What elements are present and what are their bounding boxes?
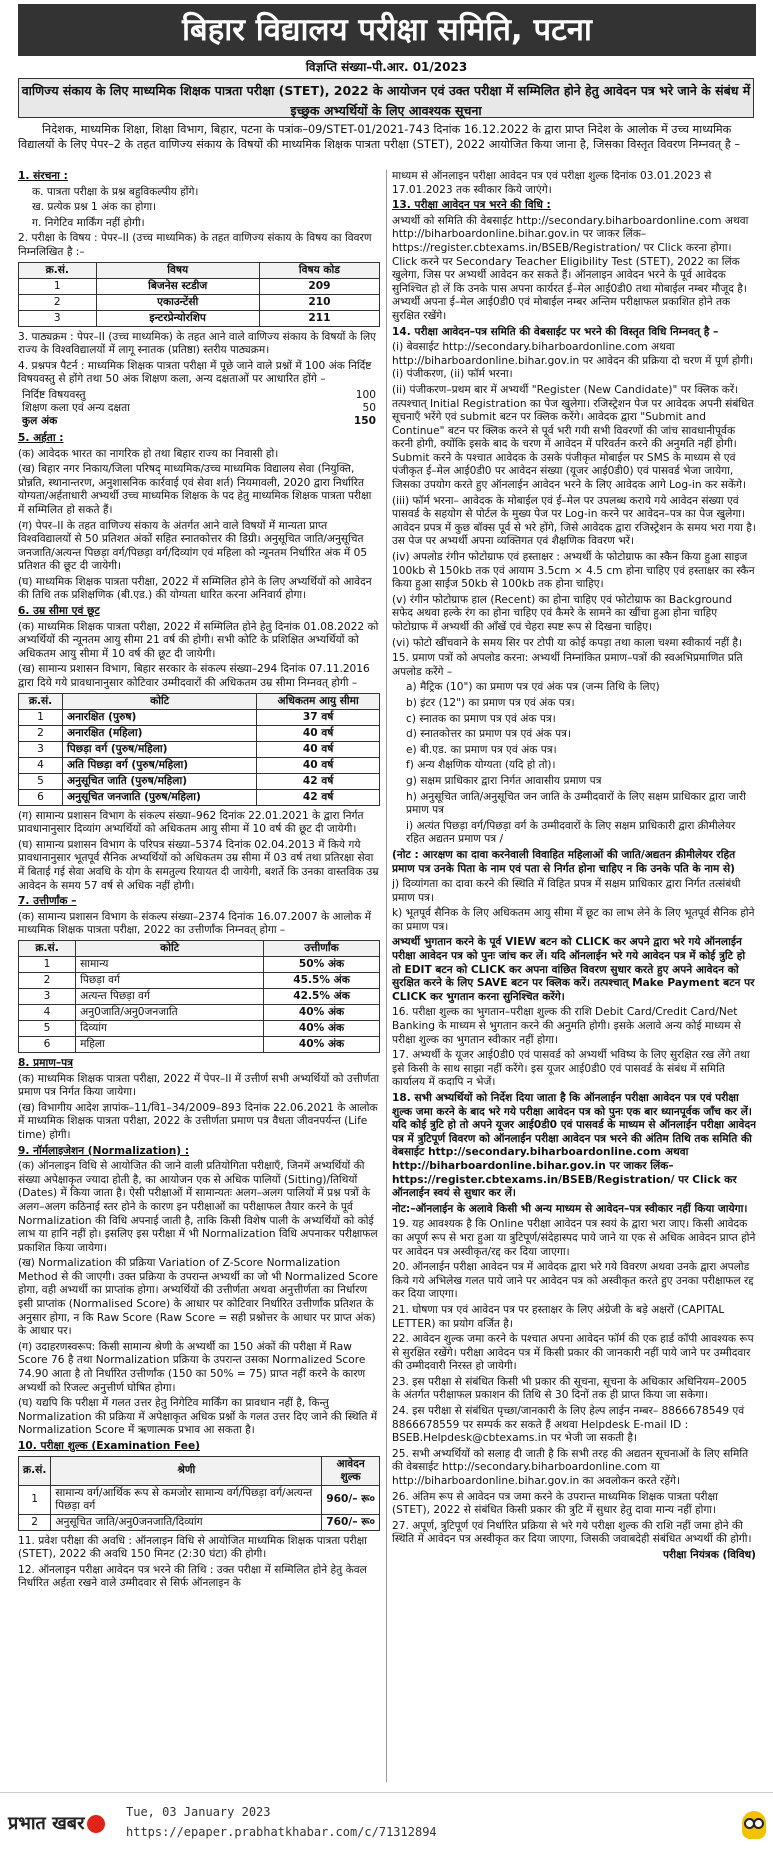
logo-mark-icon bbox=[87, 1815, 105, 1833]
signatory: परीक्षा नियंत्रक (विविध) bbox=[662, 1549, 756, 1561]
table-header-cell: कोटि bbox=[63, 693, 257, 709]
section-4: 4. प्रश्नपत्र पैटर्न : माध्यमिक शिक्षक पात्रता परीक्षा में पूछे जाने वाले प्रश्नों में 100 अंक निर्दिष्ट विषयवस्तु से होंगे तथा 50 अंक शिक्षण कला, अन्य दक्षताओं पर आधारित होंगे – bbox=[18, 359, 372, 386]
pass-row bbox=[19, 972, 380, 988]
section-14-title: 14. परीक्षा आवेदन–पत्र समिति की वेबसाईट पर भरने की विस्तृत विधि निम्नवत् है – bbox=[392, 325, 719, 338]
table-cell: 4 bbox=[19, 1004, 76, 1020]
table-cell: 42.5% अंक bbox=[264, 988, 380, 1004]
section-8-title: 8. प्रमाण–पत्र bbox=[18, 1056, 74, 1069]
section-1-item: क. पात्रता परीक्षा के प्रश्न बहुविकल्पीय होंगे। bbox=[32, 185, 199, 198]
section-6-item: (ख) सामान्य प्रशासन विभाग, बिहार सरकार के संकल्प संख्या–294 दिनांक 07.11.2016 द्वारा दिये गये प्रावधानानुसार कोटिवार उम्मीदवारों की अधिकतम उम्र सीमा निम्नवत् होगी – bbox=[18, 663, 370, 690]
pass-row bbox=[19, 1004, 380, 1020]
section-8-item: (ख) विभागीय आदेश ज्ञापांक–11/वि1–34/2009–893 दिनांक 22.06.2021 के आलोक में माध्यमिक शिक्षक पात्रता परीक्षा, 2022 के उत्तीर्णता प्रमाण पत्र वैधता जीवनपर्यन्त (Life time) होगी। bbox=[18, 1101, 378, 1141]
section-5-item: (घ) माध्यमिक शिक्षक पात्रता परीक्षा, 2022 में सम्मिलित होने के लिए अभ्यर्थियों को आवेदन की तिथि तक प्रशिक्षणिक (बी.एड.) की योग्यता धारित करना अनिवार्य होगा। bbox=[18, 575, 372, 602]
marks-value: 100 bbox=[355, 388, 376, 401]
table-cell: 6 bbox=[19, 1036, 76, 1052]
certificate-item: a) मैट्रिक (10") का प्रमाण पत्र एवं अंक पत्र (जन्म तिथि के लिए) bbox=[406, 681, 660, 694]
section-15-item: j) दिव्यांगता का दावा करने की स्थिति में विहित प्रपत्र में सक्षम प्राधिकार द्वारा निर्गत तत्संबंधी प्रमाण पत्र। bbox=[392, 878, 741, 904]
table-cell: सामान्य bbox=[76, 956, 264, 972]
prabhat-khabar-logo[interactable] bbox=[8, 1811, 120, 1837]
age-row bbox=[19, 757, 380, 773]
section-18: 18. सभी अभ्यर्थियों को निर्देश दिया जाता है कि ऑनलाईन परीक्षा आवेदन पत्र एवं परीक्षा शुल्क जमा करने के बाद भरे गये परीक्षा आवेदन पत्र को पुनः एक बार ध्यानपूर्वक जाँच कर लें। यदि कोई त्रुटि हो तो अपने यूजर आई0डी0 एवं पासवर्ड के माध्यम से ऑनलाईन परीक्षा आवेदन पत्र में त्रुटिपूर्ण विवरण को ऑनलाईन परीक्षा आवेदन पत्र भरने की अंतिम तिथि तक समिति की वेबसाईट http://secondary.biharboardonline.com अथवा http://biharboardonline.bihar.gov.in पर जाकर लिंक– https://register.cbtexams.in/BSEB/Registration/ पर Click कर ऑनलाईन स्वयं से सुधार कर लें। bbox=[392, 1092, 756, 1200]
table-cell: बिजनेस स्टडीज bbox=[96, 278, 259, 294]
section-3: 3. पाठ्यक्रम : पेपर–II (उच्च माध्यमिक) के तहत आने वाले वाणिज्य संकाय के विषयों के लिए राज्य के विश्वविद्यालयों में लागू स्नातक (प्रतिष्ठा) स्तरीय पाठ्यक्रम। bbox=[18, 330, 376, 357]
table-cell: 42 वर्ष bbox=[257, 789, 380, 805]
pass-row bbox=[19, 988, 380, 1004]
section-17: 17. अभ्यर्थी के यूजर आई0डी0 एवं पासवर्ड को अभ्यर्थी भविष्य के लिए सुरक्षित रख लेंगे तथा इसे किसी के साथ साझा नहीं करेंगे। इस यूजर आई0डी0 एवं पासवर्ड के संबंध में समिति कार्यालय में कदापि न भेजें। bbox=[392, 1049, 750, 1089]
certificate-item: g) सक्षम प्राधिकार द्वारा निर्गत आवासीय प्रमाण पत्र bbox=[406, 774, 602, 787]
section-14-item: (v) रंगीन फोटोग्राफ हाल (Recent) का होना चाहिए एवं फोटोग्राफ का Background सफेद अथवा हल्के रंग का होना चाहिए एवं कैमरे के सामने का खींचा हुआ होना चाहिए फोटोग्राफ में अभ्यर्थी की आँखें एवं चेहरा स्पष्ट रूप से दिखना चाहिए। bbox=[392, 593, 733, 633]
table-cell: 40 वर्ष bbox=[257, 757, 380, 773]
subject-row bbox=[19, 278, 380, 294]
certificate-item: i) अत्यंत पिछड़ा वर्ग/पिछड़ा वर्ग के उम्मीदवारों के लिए सक्षम प्राधिकारी द्वारा क्रीमीलेयर रहित अद्यतन प्रमाण पत्र / bbox=[406, 819, 736, 846]
table-cell: 40 वर्ष bbox=[257, 741, 380, 757]
table-cell: 1 bbox=[19, 709, 63, 725]
marks-value: 50 bbox=[362, 401, 376, 414]
epaper-url[interactable]: https://epaper.prabhatkhabar.com/c/71312894 bbox=[126, 1825, 437, 1839]
epaper-footer bbox=[0, 1792, 773, 1853]
table-cell: 209 bbox=[259, 278, 379, 294]
fee-row bbox=[19, 1485, 380, 1514]
section-15-note: (नोट : आरक्षण का दावा करनेवाली विवाहित महिलाओं की जाति/अद्यतन क्रीमीलेयर रहित प्रमाण पत्र उनके पिता के नाम एवं पता से निर्गत होना चाहिए न कि उनके पति के नाम से) bbox=[392, 848, 736, 875]
subject-row bbox=[19, 294, 380, 310]
section-12: 12. ऑनलाइन परीक्षा आवेदन पत्र भरने की तिथि : उक्त परीक्षा में सम्मिलित होने हेतु केवल निर्धारित अर्हता रखने वाले उम्मीदवार से सिर्फ ऑनलाइन के bbox=[18, 1563, 367, 1590]
section-13-title: 13. परीक्षा आवेदन पत्र भरने की विधि : bbox=[392, 199, 551, 212]
section-5-item: (ख) बिहार नगर निकाय/जिला परिषद् माध्यमिक/उच्च माध्यमिक विद्यालय सेवा (नियुक्ति, प्रोन्नति, स्थानान्तरण, अनुशासनिक कार्रवाई एवं सेवा शर्त) नियमावली, 2020 द्वारा निर्धारित योग्यता/अर्हताधारी अभ्यर्थी उच्च माध्यमिक शिक्षक के पद हेतु माध्यमिक शिक्षक पात्रता परीक्षा में सम्मिलित हो सकते हैं। bbox=[18, 463, 372, 516]
notice-header-title: बिहार विद्यालय परीक्षा समिति, पटना bbox=[18, 4, 756, 56]
table-cell: 40 वर्ष bbox=[257, 725, 380, 741]
table-cell: सामान्य वर्ग/आर्थिक रूप से कमजोर सामान्य वर्ग/पिछड़ा वर्ग/अत्यन्त पिछड़ा वर्ग bbox=[51, 1485, 322, 1514]
section-7-item: (क) सामान्य प्रशासन विभाग के संकल्प संख्या–2374 दिनांक 16.07.2007 के आलोक में माध्यमिक शिक्षक पात्रता परीक्षा, 2022 का उत्तीर्णांक निम्नवत् होगा – bbox=[18, 910, 372, 937]
section-27: 27. अपूर्ण, त्रुटिपूर्ण एवं निर्धारित प्रक्रिया से भरे गये परीक्षा शुल्क की राशि नहीं जमा होने की स्थिति में आवेदन पत्र अस्वीकृत कर दिया जाएगा, जिसकी जवाबदेही संबंधित अभ्यर्थी की होगी। bbox=[392, 1519, 752, 1546]
table-cell: 40% अंक bbox=[264, 1020, 380, 1036]
table-cell: अनुसूचित जाति/अनु0जनजाति/दिव्यांग bbox=[51, 1514, 322, 1530]
table-cell: अनु0जाति/अनु0जनजाति bbox=[76, 1004, 264, 1020]
table-header-cell: आवेदन शुल्क bbox=[322, 1456, 380, 1485]
table-cell: 5 bbox=[19, 773, 63, 789]
pass-marks-table bbox=[18, 940, 380, 1053]
section-15-title: 15. प्रमाण पत्रों को अपलोड करना: अभ्यर्थी निम्नांकित प्रमाण–पत्रों की स्वअभिप्रमाणित प्रति अपलोड करेंगे – bbox=[392, 652, 743, 678]
table-cell: अनुसूचित जनजाति (पुरुष/महिला) bbox=[63, 789, 257, 805]
table-cell: 42 वर्ष bbox=[257, 773, 380, 789]
table-cell: 2 bbox=[19, 972, 76, 988]
age-row bbox=[19, 789, 380, 805]
pass-row bbox=[19, 1020, 380, 1036]
table-header-cell: श्रेणी bbox=[51, 1456, 322, 1485]
table-cell: अनारक्षित (महिला) bbox=[63, 725, 257, 741]
section-1-item: ख. प्रत्येक प्रश्न 1 अंक का होगा। bbox=[32, 201, 157, 214]
table-cell: 2 bbox=[19, 1514, 51, 1530]
section-26: 26. अंतिम रूप से आवेदन पत्र जमा करने के उपरान्त माध्यमिक शिक्षक पात्रता परीक्षा (STET), 2022 से संबंधित किसी प्रकार की त्रुटि में सुधार हेतु दावा मान्य नहीं होगा। bbox=[392, 1490, 718, 1517]
table-cell: 3 bbox=[19, 310, 97, 326]
age-row bbox=[19, 709, 380, 725]
table-cell: 45.5% अंक bbox=[264, 972, 380, 988]
section-1-item: ग. निगेटिव मार्किंग नहीं होगी। bbox=[32, 216, 145, 229]
table-cell: पिछड़ा वर्ग bbox=[76, 972, 264, 988]
owl-icon bbox=[742, 1811, 766, 1839]
section-12-continued: माध्यम से ऑनलाइन परीक्षा आवेदन पत्र एवं परीक्षा शुल्क दिनांक 03.01.2023 से 17.01.2023 तक स्वीकार किये जाएंगे। bbox=[392, 170, 712, 196]
fee-row bbox=[19, 1514, 380, 1530]
table-cell: अनुसूचित जाति (पुरुष/महिला) bbox=[63, 773, 257, 789]
table-cell: 1 bbox=[19, 956, 76, 972]
table-cell: 3 bbox=[19, 988, 76, 1004]
pass-row bbox=[19, 956, 380, 972]
table-cell: 760/– रू० bbox=[322, 1514, 380, 1530]
table-header-cell: क्र.सं. bbox=[19, 940, 76, 956]
edition-date: Tue, 03 January 2023 bbox=[126, 1805, 271, 1819]
age-limit-table bbox=[18, 693, 380, 806]
notice-subject: वाणिज्य संकाय के लिए माध्यमिक शिक्षक पात्रता परीक्षा (STET), 2022 के आयोजन एवं उक्त परीक्षा में सम्मिलित होने हेतु आवेदन पत्र भरे जाने के संबंध में इच्छुक अभ्यर्थियों के लिए आवश्यक सूचना bbox=[18, 78, 754, 118]
table-cell: इन्टरप्रेन्योरशिप bbox=[96, 310, 259, 326]
pass-row bbox=[19, 1036, 380, 1052]
section-9-item: (घ) यद्यपि कि परीक्षा में गलत उत्तर हेतु निगेटिव मार्किंग का प्रावधान नहीं है, किन्तु Normalization की प्रक्रिया में अपेक्षाकृत अधिक प्रश्नों के गलत उत्तर दिए जाने की स्थिति में Normalization Score में ऋणात्मक प्रभाव आ सकता है। bbox=[18, 1397, 378, 1437]
notice-number: विज्ञप्ति संख्या–पी.आर. 01/2023 bbox=[305, 60, 468, 74]
certificate-item: b) इंटर (12") का प्रमाण पत्र एवं अंक पत्र। bbox=[406, 696, 575, 709]
section-14-item: (vi) फोटो खींचवाने के समय सिर पर टोपी या कोई कपड़ा तथा काला चश्मा स्वीकार्य नहीं है। bbox=[392, 636, 743, 649]
table-cell: 210 bbox=[259, 294, 379, 310]
table-cell: एकाउन्टेंसी bbox=[96, 294, 259, 310]
table-cell: 960/– रू० bbox=[322, 1485, 380, 1514]
marks-breakup bbox=[18, 389, 380, 428]
table-cell: 50% अंक bbox=[264, 956, 380, 972]
right-column bbox=[392, 170, 756, 1782]
section-9-title: 9. नॉर्मलाइजेशन (Normalization) : bbox=[18, 1144, 190, 1157]
section-20: 20. ऑनलाईन परीक्षा आवेदन पत्र में आवेदक द्वारा भरे गये विवरण अथवा उनके द्वारा अपलोड किये गये अभिलेख गलत पाये जाने पर आवेदन पत्र को अस्वीकृत करते हुए उनका परीक्षाफल रद्द कर दिया जाएगा। bbox=[392, 1261, 754, 1301]
certificate-item: c) स्नातक का प्रमाण पत्र एवं अंक पत्र। bbox=[406, 712, 556, 725]
notice-intro: निदेशक, माध्यमिक शिक्षा, शिक्षा विभाग, बिहार, पटना के पत्रांक–09/STET-01/2021-743 दिनांक 16.12.2022 के द्वारा प्राप्त निदेश के आलोक में उच्च माध्यमिक विद्यालयों के लिए पेपर–2 के तहत वाणिज्य संकाय के विषयों की माध्यमिक शिक्षक पात्रता परीक्षा (STET), 2022 आयोजित किया जाना है, जिसका विस्तृत विवरण निम्नवत् है – bbox=[18, 123, 741, 151]
age-row bbox=[19, 725, 380, 741]
table-header-cell: क्र.सं. bbox=[19, 262, 97, 278]
table-header-cell: क्र.सं. bbox=[19, 1456, 51, 1485]
section-14-item: (i) बेवसाईट http://secondary.biharboardonline.com अथवा http://biharboardonline.bihar.gov.in पर आवेदन की प्रक्रिया दो चरण में पूर्ण होगी। (i) पंजीकरण, (ii) फॉर्म भरना। bbox=[392, 341, 754, 381]
section-14-item: (iv) अपलोड रंगीन फोटोग्राफ एवं हस्ताक्षर : अभ्यर्थी के फोटोग्राफ का स्कैन किया हुआ साइज 100kb से 150kb तक एवं आयाम 3.5cm × 4.5 cm होना चाहिए एवं हस्ताक्षर का स्कैन किया हुआ साईज 50kb से 100kb तक होना चाहिए। bbox=[392, 551, 755, 591]
section-6-item: (क) माध्यमिक शिक्षक पात्रता परीक्षा, 2022 में सम्मिलित होने हेतु दिनांक 01.08.2022 को अभ्यर्थियों की न्यूनतम आयु सीमा 21 वर्ष की होगी। सभी कोटि के प्रशिक्षित अभ्यर्थियों को अधिकतम आयु सीमा में 10 वर्ष की छूट दी जायेगी। bbox=[18, 620, 379, 660]
marks-total-label: कुल अंक bbox=[22, 414, 58, 427]
certificate-list bbox=[392, 681, 756, 847]
section-14-item: (iii) फॉर्म भरना– आवेदक के मोबाईल एवं ई–मेल पर उपलब्ध कराये गये आवेदन संख्या एवं पासवर्ड के सहयोग से पोर्टल के मुख्य पेज पर Log-in करने पर आवेदन–पत्र का पेज खुलेगा। आवेदन प्रपत्र में कुछ बॉक्स पूर्व से भरे होंगे, जिसे आवेदक द्वारा रजिस्ट्रेशन के समय भरा गया है। उस पेज पर अभ्यर्थी अपना व्यक्तिगत एवं शैक्षणिक विवरण भरें। bbox=[392, 494, 756, 548]
section-1-title: 1. संरचना : bbox=[18, 170, 68, 182]
left-column bbox=[18, 170, 380, 1782]
section-19: 19. यह आवश्यक है कि Online परीक्षा आवेदन पत्र स्वयं के द्वारा भरा जाए। किसी आवेदक का अपूर्ण रूप से भरा हुआ या त्रुटिपूर्ण/संदेहास्पद पाये जाने या एक से अधिक आवेदन प्राप्त होने पर आवेदन पत्र अस्वीकृत/रद्द कर दिया जाएगा। bbox=[392, 1218, 756, 1258]
table-cell: अनारक्षित (पुरुष) bbox=[63, 709, 257, 725]
section-8-item: (क) माध्यमिक शिक्षक पात्रता परीक्षा, 2022 में पेपर–II में उत्तीर्ण सभी अभ्यर्थियों को उत्तीर्णता प्रमाण पत्र निर्गत किया जायेगा। bbox=[18, 1072, 380, 1099]
table-cell: 40% अंक bbox=[264, 1004, 380, 1020]
certificate-item: e) बी.एड. का प्रमाण पत्र एवं अंक पत्र। bbox=[406, 743, 557, 756]
table-cell: 40% अंक bbox=[264, 1036, 380, 1052]
age-row bbox=[19, 741, 380, 757]
section-5-item: (क) आवेदक भारत का नागरिक हो तथा बिहार राज्य का निवासी हो। bbox=[18, 447, 279, 460]
section-6-title: 6. उम्र सीमा एवं छूट bbox=[18, 605, 100, 618]
section-9-item: (ख) Normalization की प्रक्रिया Variation of Z-Score Normalization Method से की जाएगी। उक्त प्रक्रिया के उपरान्त अभ्यर्थी का जो भी Normalized Score होगा, वही अभ्यर्थी का प्राप्तांक होगा। अभ्यर्थियों की उत्तीर्णता अथवा अनुत्तीर्णता का निर्धारण इसी प्राप्तांक (Normalised Score) के आधार पर कोटिवार निर्धारित उत्तीर्णांक प्रतिशत के अनुसार होगा, न कि Raw Score (Raw Score = सही प्रश्नोत्तर के आधार पर प्राप्त अंक) के आधार पर। bbox=[18, 1257, 378, 1338]
section-10-title: 10. परीक्षा शुल्क (Examination Fee) bbox=[18, 1440, 201, 1452]
subjects-table bbox=[18, 262, 380, 327]
section-25: 25. सभी अभ्यर्थियों को सलाह दी जाती है कि सभी तरह की अद्यतन सूचनाओं के लिए समिति की वेबसाईट http://secondary.biharboardonline.com या http://biharboardonline.bihar.gov.in का अवलोकन करते रहेंगे। bbox=[392, 1447, 749, 1488]
table-cell: 3 bbox=[19, 741, 63, 757]
table-header-cell: विषय कोड bbox=[259, 262, 379, 278]
table-cell: दिव्यांग bbox=[76, 1020, 264, 1036]
table-cell: 211 bbox=[259, 310, 379, 326]
table-header-cell: विषय bbox=[96, 262, 259, 278]
table-cell: पिछड़ा वर्ग (पुरुष/महिला) bbox=[63, 741, 257, 757]
marks-total-value: 150 bbox=[353, 414, 376, 427]
logo-text: प्रभात खबर bbox=[8, 1813, 85, 1834]
section-24: 24. इस परीक्षा से संबंधित पृच्छा/जानकारी के लिए हेल्प लाईन नम्बर– 8866678549 एवं 8866678559 पर सम्पर्क कर सकते हैं अथवा Helpdesk E-mail ID : BSEB.Helpdesk@cbtexams.in पर भेजी जा सकती है। bbox=[392, 1405, 745, 1445]
table-cell: 2 bbox=[19, 294, 97, 310]
section-22: 22. आवेदन शुल्क जमा करने के पश्चात अपना आवेदन फॉर्म की एक हार्ड कॉपी आवश्यक रूप से सुरक्षित रखेंगे। परीक्षा आवेदन पत्र में किसी प्रकार की जानकारी नहीं पाये जाने पर उम्मीदवार की उम्मीदवारी निरस्त हो जायेगी। bbox=[392, 1333, 754, 1373]
table-cell: अति पिछड़ा वर्ग (पुरुष/महिला) bbox=[63, 757, 257, 773]
table-cell: 2 bbox=[19, 725, 63, 741]
section-16: 16. परीक्षा शुल्क का भुगतान–परीक्षा शुल्क की राशि Debit Card/Credit Card/Net Banking के माध्यम से भुगतान करने की अनुमति होगी। इसके अलावे अन्य कोई माध्यम से परीक्षा शुल्क का भुगतान स्वीकार नहीं होगा। bbox=[392, 1006, 742, 1046]
payment-instruction: अभ्यर्थी भुगतान करने के पूर्व VIEW बटन को CLICK कर अपने द्वारा भरे गये ऑनलाईन परीक्षा आवेदन पत्र को पुनः जांच कर लें। यदि ऑनलाईन भरे गये आवेदन पत्र में कोई त्रुटि हो तो EDIT बटन को CLICK कर अपना वांछित विवरण सुधार करते हुए अपने आवेदन को सुरक्षित करने के लिए SAVE बटन पर क्लिक करें। तत्पश्चात् Make Payment बटन पर CLICK कर भुगतान करना सुनिश्चित करेंगे। bbox=[392, 936, 755, 1003]
section-5-item: (ग) पेपर–II के तहत वाणिज्य संकाय के अंतर्गत आने वाले विषयों में मान्यता प्राप्त विश्वविद्यालयों से 50 प्रतिशत अंकों सहित स्नातकोत्तर की डिग्री। अनुसूचित जाति/अनुसूचित जनजाति/अत्यन्त पिछड़ा वर्ग/पिछड़ा वर्ग/दिव्यांग एवं महिला को न्यूनतम निर्धारित अंक में 05 प्रतिशत की छूट दी जायेगी। bbox=[18, 519, 368, 573]
section-15-item: k) भूतपूर्व सैनिक के लिए अधिकतम आयु सीमा में छूट का लाभ लेने के लिए भूतपूर्व सैनिक होने का प्रमाण पत्र। bbox=[392, 907, 755, 933]
table-header-cell: उत्तीर्णांक bbox=[264, 940, 380, 956]
section-9-item: (क) ऑनलाइन विधि से आयोजित की जाने वाली प्रतियोगिता परीक्षाएँ, जिनमें अभ्यर्थियों की संख्या अपेक्षाकृत ज्यादा होती है, का आयोजन एक से अधिक पालियों (Sitting)/तिथियों (Dates) में किया जाता है। ऐसी परीक्षाओं में सामान्यतः अलग–अलग पालियों में प्रश्न पत्रों के अलग–अलग कठिनाई स्तर होने के कारण इन परीक्षाओं का परीक्षाफल तैयार करने के पूर्व Normalization की विधि अपनाई जाती है, ताकि किसी विशेष पाली के अभ्यर्थियों को कोई लाभ या हानि नहीं हो। इसलिए इस परीक्षा में भी Normalization विधि अपनाकर परीक्षाफल प्रकाशित किया जायेगा। bbox=[18, 1160, 378, 1254]
section-18-note: नोट:–ऑनलाईन के अलावे किसी भी अन्य माध्यम से आवेदन–पत्र स्वीकार नहीं किया जायेगा। bbox=[392, 1202, 748, 1215]
section-13-body: अभ्यर्थी को समिति की वेबसाईट http://secondary.biharboardonline.com अथवा http://biharboardonline.bihar.gov.in पर जाकर लिंक– https://register.cbtexams.in/BSEB/Registration/ पर Click करना होगा। Click करने पर Secondary Teacher Eligibility Test (STET), 2022 का लिंक खुलेगा, जिस पर अभ्यर्थी आवेदन कर सकते हैं। ऑनलाइन आवेदन भरने के पूर्व आवेदक सुनिश्चित हो लें कि उनके पास अपना कार्यरत ई–मेल आई0डी0 तथा मोबाईल नम्बर मौजूद है। अभ्यर्थी अपना ई–मेल आई0डी0 एवं मोबाईल नम्बर अन्तिम परीक्षाफल प्रकाशित होने तक सुरक्षित रखेंगे। bbox=[392, 214, 749, 322]
table-header-cell: कोटि bbox=[76, 940, 264, 956]
table-cell: 1 bbox=[19, 278, 97, 294]
section-6-item: (घ) सामान्य प्रशासन विभाग के परिपत्र संख्या–5374 दिनांक 02.04.2013 में किये गये प्रावधानानुसार भूतपूर्व सैनिक अभ्यर्थियों को अधिकतम उम्र सीमा में 03 वर्ष तथा प्रतिरक्षा सेवा में बिताई गई सेवा अवधि के योग के समतुल्य रियायत दी जायेगी, बशर्ते कि उनका वास्तविक उम्र आवेदन के समय 57 वर्ष से अधिक नहीं होगी। bbox=[18, 838, 379, 892]
section-14-item: (ii) पंजीकरण–प्रथम बार में अभ्यर्थी "Register (New Candidate)" पर क्लिक करें। तत्पश्चात् Initial Registration का पेज खुलेगा। रजिस्ट्रेशन पेज पर आवेदक अपनी संबंधित सूचनाएँ भरेंगे एवं submit बटन पर क्लिक करेंगे। आवेदक द्वारा "Submit and Continue" बटन पर क्लिक करने से पूर्व भरी गयी सभी विवरणों की जांच सावधानीपूर्वक करनी होगी, क्योंकि इसके बाद के चरण में आवेदन में परिवर्तन करने की अनुमति नहीं होगी। Submit करने के पश्चात आवेदक के उसके पंजीकृत मोबाईल पर SMS के माध्यम से एवं पंजीकृत ई–मेल आई0डी0 पर आवेदन संख्या (यूजर आई0डी0) एवं पासवर्ड भेजा जायेगा, जिसका उपयोग करते हुए ऑनलाईन आवेदन भरने के लिए आवेदक आगे Log-in कर सकेंगे। bbox=[392, 383, 754, 492]
table-header-cell: क्र.सं. bbox=[19, 693, 63, 709]
certificate-item: f) अन्य शैक्षणिक योग्यता (यदि हो तो)। bbox=[406, 759, 556, 772]
table-cell: 6 bbox=[19, 789, 63, 805]
section-7-title: 7. उत्तीर्णांक – bbox=[18, 895, 77, 908]
marks-label: शिक्षण कला एवं अन्य दक्षता bbox=[22, 401, 130, 414]
section-2-title: 2. परीक्षा के विषय : पेपर–II (उच्च माध्यमिक) के तहत वाणिज्य संकाय के विषय का विवरण निम्नलिखित है :– bbox=[18, 232, 372, 258]
certificate-item: h) अनुसूचित जाति/अनुसूचित जन जाति के उम्मीदवारों के लिए सक्षम प्राधिकार द्वारा जारी प्रमाण पत्र bbox=[406, 790, 746, 817]
column-divider bbox=[386, 170, 387, 1782]
table-cell: अत्यन्त पिछड़ा वर्ग bbox=[76, 988, 264, 1004]
section-11: 11. प्रवेश परीक्षा की अवधि : ऑनलाइन विधि से आयोजित माध्यमिक शिक्षक पात्रता परीक्षा (STET), 2022 की अवधि 150 मिनट (2:30 घंटा) की होगी। bbox=[18, 1534, 367, 1561]
table-cell: 37 वर्ष bbox=[257, 709, 380, 725]
section-9-item: (ग) उदाहरणस्वरूप: किसी सामान्य श्रेणी के अभ्यर्थी का 150 अंकों की परीक्षा में Raw Score 76 है तथा Normalization प्रक्रिया के उपरान्त उसका Normalized Score 74.90 आता है तो निर्धारित उत्तीर्णांक (150 का 50% = 75) प्राप्त नहीं करने के कारण अभ्यर्थी को रिजल्ट अनुत्तीर्ण घोषित होगा। bbox=[18, 1340, 366, 1394]
table-cell: 1 bbox=[19, 1485, 51, 1514]
section-6-item: (ग) सामान्य प्रशासन विभाग के संकल्प संख्या–962 दिनांक 22.01.2021 के द्वारा निर्गत प्रावधानानुसार दिव्यांग अभ्यर्थियों को अधिकतम आयु सीमा में 10 वर्ष की छूट दी जायेगी। bbox=[18, 809, 364, 836]
table-header-cell: अधिकतम आयु सीमा bbox=[257, 693, 380, 709]
section-5-title: 5. अर्हता : bbox=[18, 431, 64, 444]
table-cell: 5 bbox=[19, 1020, 76, 1036]
certificate-item: d) स्नातकोत्तर का प्रमाण पत्र एवं अंक पत्र। bbox=[406, 728, 572, 741]
subject-row bbox=[19, 310, 380, 326]
table-cell: 4 bbox=[19, 757, 63, 773]
section-23: 23. इस परीक्षा से संबंधित किसी भी प्रकार की सूचना, सूचना के अधिकार अधिनियम–2005 के अंतर्गत परीक्षाफल प्रकाशन की तिथि से 30 दिनों तक ही प्राप्त किया जा सकेगा। bbox=[392, 1375, 747, 1402]
section-21: 21. घोषणा पत्र एवं आवेदन पत्र पर हस्ताक्षर के लिए अंग्रेजी के बड़े अक्षरों (CAPITAL LETTER) का प्रयोग वर्जित है। bbox=[392, 1303, 725, 1330]
table-cell: महिला bbox=[76, 1036, 264, 1052]
fee-table bbox=[18, 1456, 380, 1531]
marks-label: निर्दिष्ट विषयवस्तु bbox=[22, 388, 86, 401]
age-row bbox=[19, 773, 380, 789]
